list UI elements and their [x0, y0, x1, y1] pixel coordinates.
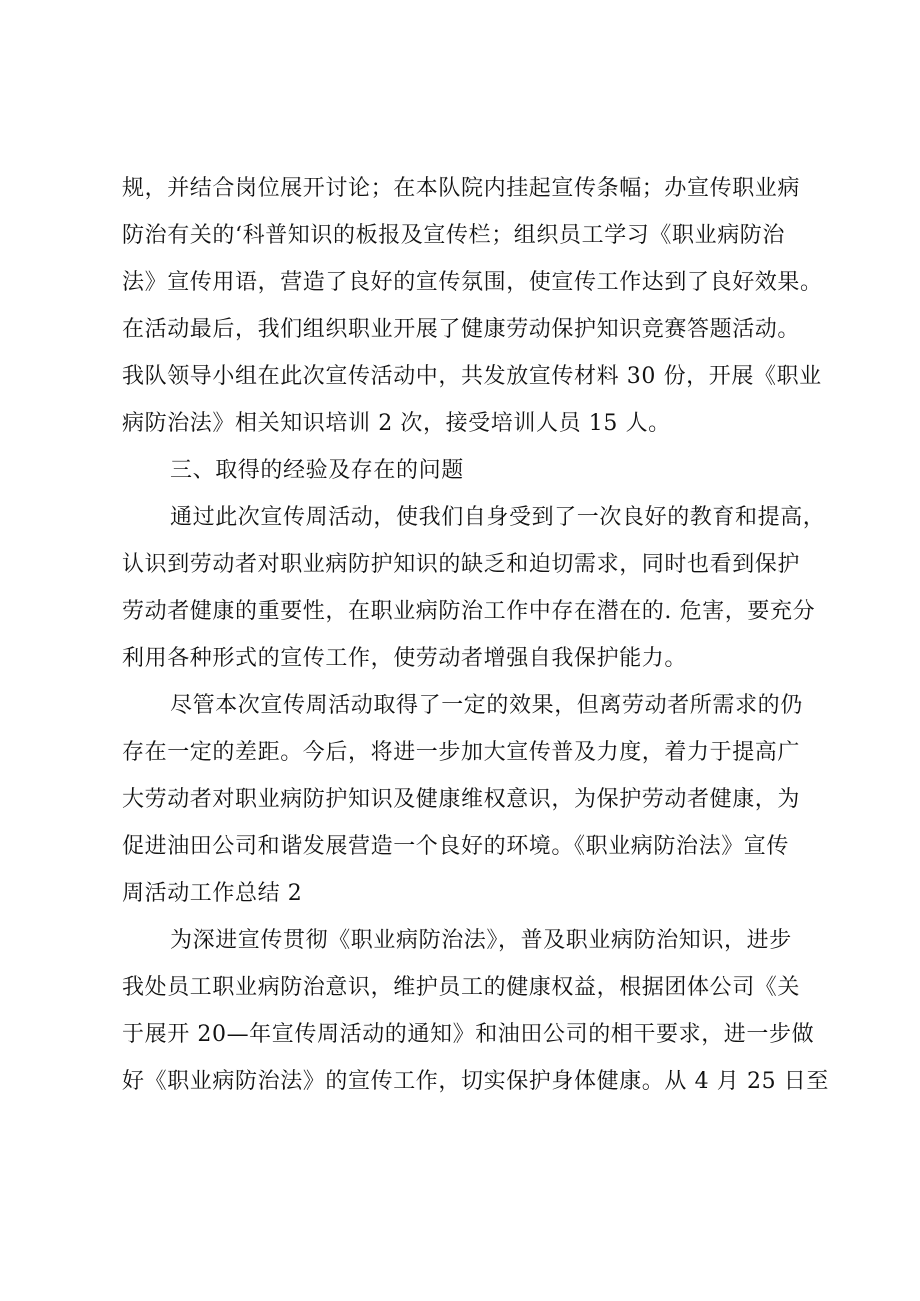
text-line: 促进油田公司和谐发展营造一个良好的环境。《职业病防治法》宣传	[122, 834, 790, 859]
section-heading: 三、取得的经验及存在的问题	[170, 458, 464, 483]
text-line: 存在一定的差距。今后，将进一步加大宣传普及力度，着力于提高广	[122, 740, 801, 765]
document-body	[122, 165, 832, 1105]
text-line: 病防治法》相关知识培训 2 次，接受培训人员 15 人。	[122, 411, 671, 436]
text-line: 我队领导小组在此次宣传活动中，共发放宣传材料 30 份，开展《职业	[122, 364, 822, 389]
text-line: 于展开 20—年宣传周活动的通知》和油田公司的相干要求，进一步做	[122, 1022, 815, 1047]
text-line: 法》宣传用语，营造了良好的宣传氛围，使宣传工作达到了良好效果。	[122, 270, 823, 295]
text-line: 我处员工职业病防治意识，维护员工的健康权益，根据团体公司《关	[122, 975, 801, 1000]
text-line: 防治有关的‘科普知识的板报及宣传栏；组织员工学习《职业病防治	[122, 223, 785, 248]
text-line: 好《职业病防治法》的宣传工作，切实保护身体健康。从 4 月 25 日至	[122, 1069, 829, 1094]
text-line: 尽管本次宣传周活动取得了一定的效果，但离劳动者所需求的仍	[170, 693, 803, 718]
text-line: 规，并结合岗位展开讨论；在本队院内挂起宣传条幅；办宣传职业病	[122, 176, 801, 201]
text-line: 认识到劳动者对职业病防护知识的缺乏和迫切需求，同时也看到保护	[122, 552, 801, 577]
text-line: 周活动工作总结 2	[122, 881, 303, 906]
text-line: 利用各种形式的宣传工作，使劳动者增强自我保护能力。	[122, 646, 688, 671]
text-line: 大劳动者对职业病防护知识及健康维权意识，为保护劳动者健康，为	[122, 787, 801, 812]
text-line: 为深进宣传贯彻《职业病防治法》，普及职业病防治知识，进步	[170, 928, 792, 953]
text-line: 通过此次宣传周活动，使我们自身受到了一次良好的教育和提高，	[170, 505, 826, 530]
text-line: 在活动最后，我们组织职业开展了健康劳动保护知识竞赛答题活动。	[122, 317, 801, 342]
text-line: 劳动者健康的重要性，在职业病防治工作中存在潜在的. 危害，要充分	[122, 599, 816, 624]
